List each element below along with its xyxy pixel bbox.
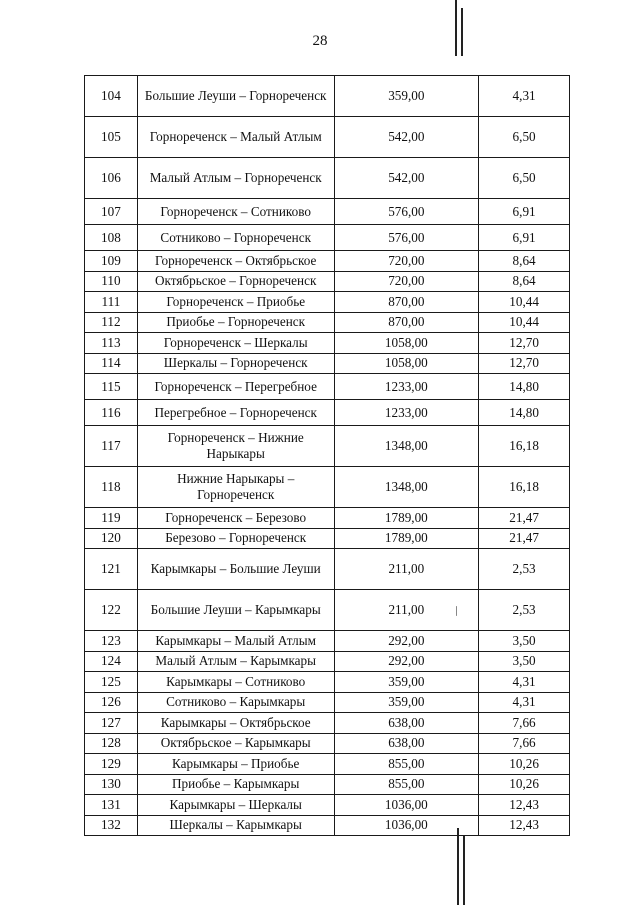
row-number-cell: 125 [85, 672, 138, 693]
amount-cell: 292,00 [334, 631, 479, 652]
table-row [85, 467, 570, 508]
table-row [85, 251, 570, 272]
table-row [85, 672, 570, 693]
table-row [85, 117, 570, 158]
rate-cell: 2,53 [479, 549, 570, 590]
row-number-cell: 117 [85, 426, 138, 467]
row-number-cell: 106 [85, 158, 138, 199]
route-cell: Горнореченск – Перегребное [137, 374, 334, 400]
table-row [85, 312, 570, 333]
route-cell: Перегребное – Горнореченск [137, 400, 334, 426]
table-row [85, 549, 570, 590]
row-number-cell: 114 [85, 353, 138, 374]
table-row [85, 292, 570, 313]
route-cell: Приобье – Горнореченск [137, 312, 334, 333]
rate-cell: 21,47 [479, 508, 570, 529]
route-cell: Октябрьское – Карымкары [137, 733, 334, 754]
amount-cell: 292,00 [334, 651, 479, 672]
row-number-cell: 115 [85, 374, 138, 400]
amount-cell: 720,00 [334, 251, 479, 272]
rate-cell: 10,44 [479, 312, 570, 333]
rate-cell: 10,26 [479, 754, 570, 775]
fare-table [84, 75, 570, 836]
rate-cell: 4,31 [479, 76, 570, 117]
rate-cell: 4,31 [479, 672, 570, 693]
route-cell: Приобье – Карымкары [137, 774, 334, 795]
rate-cell: 10,26 [479, 774, 570, 795]
row-number-cell: 126 [85, 692, 138, 713]
row-number-cell: 104 [85, 76, 138, 117]
amount-cell: 359,00 [334, 672, 479, 693]
route-cell: Горнореченск – Малый Атлым [137, 117, 334, 158]
route-cell: Карымкары – Большие Леуши [137, 549, 334, 590]
route-cell: Карымкары – Приобье [137, 754, 334, 775]
route-cell: Шеркалы – Карымкары [137, 815, 334, 836]
table-row [85, 651, 570, 672]
row-number-cell: 122 [85, 590, 138, 631]
fare-table-body [85, 76, 570, 836]
table-row [85, 590, 570, 631]
rate-cell: 12,43 [479, 815, 570, 836]
row-number-cell: 116 [85, 400, 138, 426]
route-cell: Шеркалы – Горнореченск [137, 353, 334, 374]
amount-cell: 211,00 [334, 590, 479, 631]
table-row [85, 528, 570, 549]
amount-cell: 211,00 [334, 549, 479, 590]
rate-cell: 2,53 [479, 590, 570, 631]
route-cell: Горнореченск – Шеркалы [137, 333, 334, 354]
rate-cell: 10,44 [479, 292, 570, 313]
row-number-cell: 107 [85, 199, 138, 225]
table-row [85, 774, 570, 795]
table-row [85, 400, 570, 426]
table-row [85, 76, 570, 117]
table-row [85, 225, 570, 251]
table-row [85, 374, 570, 400]
amount-cell: 870,00 [334, 312, 479, 333]
route-cell: Карымкары – Шеркалы [137, 795, 334, 816]
amount-cell: 576,00 [334, 199, 479, 225]
table-row [85, 815, 570, 836]
route-cell: Горнореченск – Октябрьское [137, 251, 334, 272]
amount-cell: 1036,00 [334, 815, 479, 836]
table-row [85, 692, 570, 713]
rate-cell: 6,50 [479, 117, 570, 158]
rate-cell: 7,66 [479, 733, 570, 754]
table-row [85, 333, 570, 354]
route-cell: Нижние Нарыкары – Горнореченск [137, 467, 334, 508]
route-cell: Сотниково – Горнореченск [137, 225, 334, 251]
route-cell: Карымкары – Малый Атлым [137, 631, 334, 652]
route-cell: Малый Атлым – Карымкары [137, 651, 334, 672]
route-cell: Большие Леуши – Горнореченск [137, 76, 334, 117]
row-number-cell: 105 [85, 117, 138, 158]
table-row [85, 733, 570, 754]
route-cell: Сотниково – Карымкары [137, 692, 334, 713]
page-number: 28 [312, 33, 328, 49]
row-number-cell: 120 [85, 528, 138, 549]
row-number-cell: 128 [85, 733, 138, 754]
rate-cell: 16,18 [479, 467, 570, 508]
row-number-cell: 124 [85, 651, 138, 672]
amount-cell: 542,00 [334, 117, 479, 158]
table-row [85, 795, 570, 816]
amount-cell: 1789,00 [334, 528, 479, 549]
table-row [85, 199, 570, 225]
amount-cell: 542,00 [334, 158, 479, 199]
table-row [85, 353, 570, 374]
route-cell: Октябрьское – Горнореченск [137, 271, 334, 292]
row-number-cell: 111 [85, 292, 138, 313]
rate-cell: 14,80 [479, 400, 570, 426]
amount-cell: 576,00 [334, 225, 479, 251]
rate-cell: 6,91 [479, 225, 570, 251]
row-number-cell: 112 [85, 312, 138, 333]
amount-cell: 1233,00 [334, 374, 479, 400]
table-row [85, 713, 570, 734]
route-cell: Горнореченск – Приобье [137, 292, 334, 313]
row-number-cell: 123 [85, 631, 138, 652]
row-number-cell: 132 [85, 815, 138, 836]
scan-binding-mark [463, 835, 465, 905]
row-number-cell: 131 [85, 795, 138, 816]
rate-cell: 21,47 [479, 528, 570, 549]
row-number-cell: 108 [85, 225, 138, 251]
rate-cell: 12,70 [479, 333, 570, 354]
amount-cell: 1233,00 [334, 400, 479, 426]
row-number-cell: 109 [85, 251, 138, 272]
route-cell: Карымкары – Сотниково [137, 672, 334, 693]
rate-cell: 14,80 [479, 374, 570, 400]
amount-cell: 1348,00 [334, 467, 479, 508]
amount-cell: 359,00 [334, 76, 479, 117]
scan-binding-mark [457, 828, 459, 905]
rate-cell: 8,64 [479, 251, 570, 272]
rate-cell: 16,18 [479, 426, 570, 467]
rate-cell: 6,50 [479, 158, 570, 199]
amount-cell: 1789,00 [334, 508, 479, 529]
rate-cell: 7,66 [479, 713, 570, 734]
amount-cell: 359,00 [334, 692, 479, 713]
row-number-cell: 110 [85, 271, 138, 292]
table-row [85, 631, 570, 652]
rate-cell: 3,50 [479, 651, 570, 672]
row-number-cell: 119 [85, 508, 138, 529]
amount-cell: 1036,00 [334, 795, 479, 816]
amount-cell: 1058,00 [334, 333, 479, 354]
rate-cell: 12,70 [479, 353, 570, 374]
amount-cell: 720,00 [334, 271, 479, 292]
route-cell: Горнореченск – Сотниково [137, 199, 334, 225]
scan-binding-mark [461, 8, 463, 56]
amount-cell: 870,00 [334, 292, 479, 313]
rate-cell: 6,91 [479, 199, 570, 225]
table-row [85, 158, 570, 199]
table-row [85, 508, 570, 529]
route-cell: Большие Леуши – Карымкары [137, 590, 334, 631]
row-number-cell: 113 [85, 333, 138, 354]
row-number-cell: 130 [85, 774, 138, 795]
route-cell: Малый Атлым – Горнореченск [137, 158, 334, 199]
table-row [85, 271, 570, 292]
route-cell: Горнореченск – Березово [137, 508, 334, 529]
route-cell: Карымкары – Октябрьское [137, 713, 334, 734]
rate-cell: 8,64 [479, 271, 570, 292]
row-number-cell: 118 [85, 467, 138, 508]
amount-cell: 638,00 [334, 733, 479, 754]
table-row [85, 754, 570, 775]
amount-cell: 638,00 [334, 713, 479, 734]
rate-cell: 3,50 [479, 631, 570, 652]
row-number-cell: 127 [85, 713, 138, 734]
amount-cell: 855,00 [334, 774, 479, 795]
row-number-cell: 129 [85, 754, 138, 775]
scan-binding-mark [455, 0, 457, 56]
amount-cell: 1058,00 [334, 353, 479, 374]
rate-cell: 4,31 [479, 692, 570, 713]
route-cell: Горнореченск – Нижние Нарыкары [137, 426, 334, 467]
amount-cell: 1348,00 [334, 426, 479, 467]
route-cell: Березово – Горнореченск [137, 528, 334, 549]
rate-cell: 12,43 [479, 795, 570, 816]
row-number-cell: 121 [85, 549, 138, 590]
amount-cell: 855,00 [334, 754, 479, 775]
table-row [85, 426, 570, 467]
